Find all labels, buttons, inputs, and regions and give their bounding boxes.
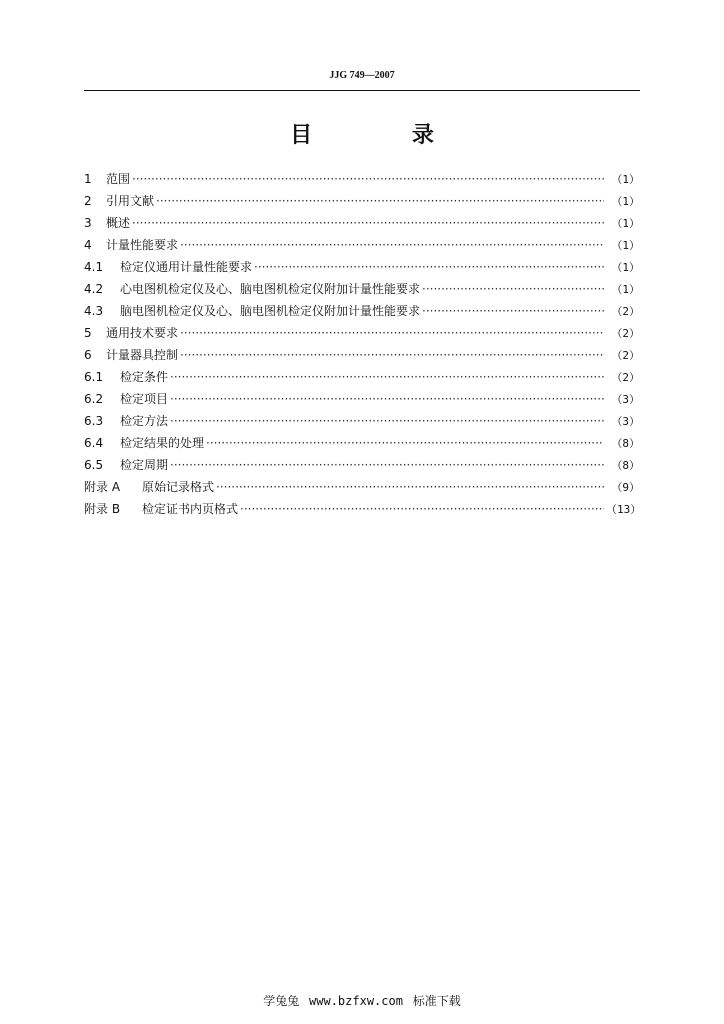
toc-entry-number: 6.5 (84, 458, 104, 472)
toc-entry[interactable] (84, 366, 640, 388)
toc-dot-leader (216, 476, 604, 498)
toc-entry[interactable] (84, 344, 640, 366)
toc-entry-page: （1） (611, 195, 640, 208)
toc-entry-number: 6.4 (84, 436, 104, 450)
toc-entry[interactable] (84, 278, 640, 300)
toc-dot-leader (132, 168, 604, 190)
footer (0, 992, 724, 1009)
toc-entry-number: 4.2 (84, 282, 104, 296)
toc-entry-page: （13） (606, 503, 642, 516)
toc-entry-page: （2） (611, 349, 640, 362)
toc-entry[interactable] (84, 300, 640, 322)
toc-entry-number: 6.1 (84, 370, 104, 384)
toc-entry-number: 6.3 (84, 414, 104, 428)
toc-entry-label: 检定周期 (120, 458, 169, 472)
header-rule (84, 90, 640, 91)
toc-entry-page: （1） (611, 239, 640, 252)
toc-entry-page: （2） (611, 371, 640, 384)
toc-dot-leader (422, 278, 604, 300)
toc-entry[interactable] (84, 388, 640, 410)
toc-entry[interactable] (84, 410, 640, 432)
toc-entry-number: 6.2 (84, 392, 104, 406)
toc-dot-leader (422, 300, 604, 322)
toc-entry-number: 1 (84, 172, 92, 186)
toc-entry-label: 检定证书内页格式 (142, 502, 239, 516)
footer-url[interactable]: www.bzfxw.com (309, 994, 403, 1008)
toc-entry-number: 5 (84, 326, 92, 340)
toc-dot-leader (180, 234, 604, 256)
toc-entry[interactable] (84, 168, 640, 190)
toc-dot-leader (132, 212, 604, 234)
toc-entry-number: 3 (84, 216, 92, 230)
toc-entry-label: 引用文献 (106, 194, 155, 208)
toc-entry-page: （3） (611, 393, 640, 406)
toc-dot-leader (180, 344, 604, 366)
toc-entry-label: 概述 (106, 216, 131, 230)
table-of-contents (84, 168, 640, 520)
toc-entry-number: 4.1 (84, 260, 104, 274)
toc-dot-leader (254, 256, 604, 278)
toc-dot-leader (206, 432, 604, 454)
toc-entry-label: 检定条件 (120, 370, 169, 384)
page-title: 目 录 (290, 123, 480, 148)
toc-entry[interactable] (84, 256, 640, 278)
toc-entry-page: （8） (611, 459, 640, 472)
footer-tagline: 标准下载 (412, 994, 461, 1008)
toc-entry-page: （3） (611, 415, 640, 428)
toc-entry-number: 附录 B (84, 502, 121, 516)
toc-entry-label: 范围 (106, 172, 131, 186)
toc-entry-page: （8） (611, 437, 640, 450)
toc-dot-leader (156, 190, 604, 212)
toc-dot-leader (170, 410, 604, 432)
toc-entry-number: 2 (84, 194, 92, 208)
toc-entry-label: 检定仪通用计量性能要求 (120, 260, 253, 274)
toc-entry[interactable] (84, 322, 640, 344)
toc-entry-label: 原始记录格式 (142, 480, 215, 494)
toc-entry[interactable] (84, 234, 640, 256)
toc-entry-label: 计量性能要求 (106, 238, 179, 252)
toc-dot-leader (170, 388, 604, 410)
toc-dot-leader (180, 322, 604, 344)
toc-entry-number: 4.3 (84, 304, 104, 318)
toc-entry-label: 心电图机检定仪及心、脑电图机检定仪附加计量性能要求 (120, 282, 421, 296)
toc-entry[interactable] (84, 476, 640, 498)
toc-entry-number: 6 (84, 348, 92, 362)
toc-entry-page: （1） (611, 173, 640, 186)
document-header: JJG 749—2007 (329, 70, 395, 81)
toc-entry-label: 检定方法 (120, 414, 169, 428)
toc-entry[interactable] (84, 190, 640, 212)
toc-entry-page: （2） (611, 305, 640, 318)
toc-entry-page: （1） (611, 261, 640, 274)
toc-entry-page: （9） (611, 481, 640, 494)
toc-entry-label: 检定结果的处理 (120, 436, 205, 450)
toc-entry-number: 4 (84, 238, 92, 252)
toc-entry-page: （1） (611, 217, 640, 230)
toc-dot-leader (240, 498, 604, 520)
toc-entry-number: 附录 A (84, 480, 121, 494)
toc-entry-page: （1） (611, 283, 640, 296)
toc-entry-page: （2） (611, 327, 640, 340)
toc-entry[interactable] (84, 432, 640, 454)
toc-entry-label: 计量器具控制 (106, 348, 179, 362)
footer-site-name: 学兔兔 (263, 994, 300, 1008)
toc-entry[interactable] (84, 212, 640, 234)
toc-dot-leader (170, 454, 604, 476)
toc-dot-leader (170, 366, 604, 388)
toc-entry[interactable] (84, 454, 640, 476)
toc-entry-label: 检定项目 (120, 392, 169, 406)
toc-entry-label: 脑电图机检定仪及心、脑电图机检定仪附加计量性能要求 (120, 304, 421, 318)
toc-entry-label: 通用技术要求 (106, 326, 179, 340)
toc-entry[interactable] (84, 498, 640, 520)
